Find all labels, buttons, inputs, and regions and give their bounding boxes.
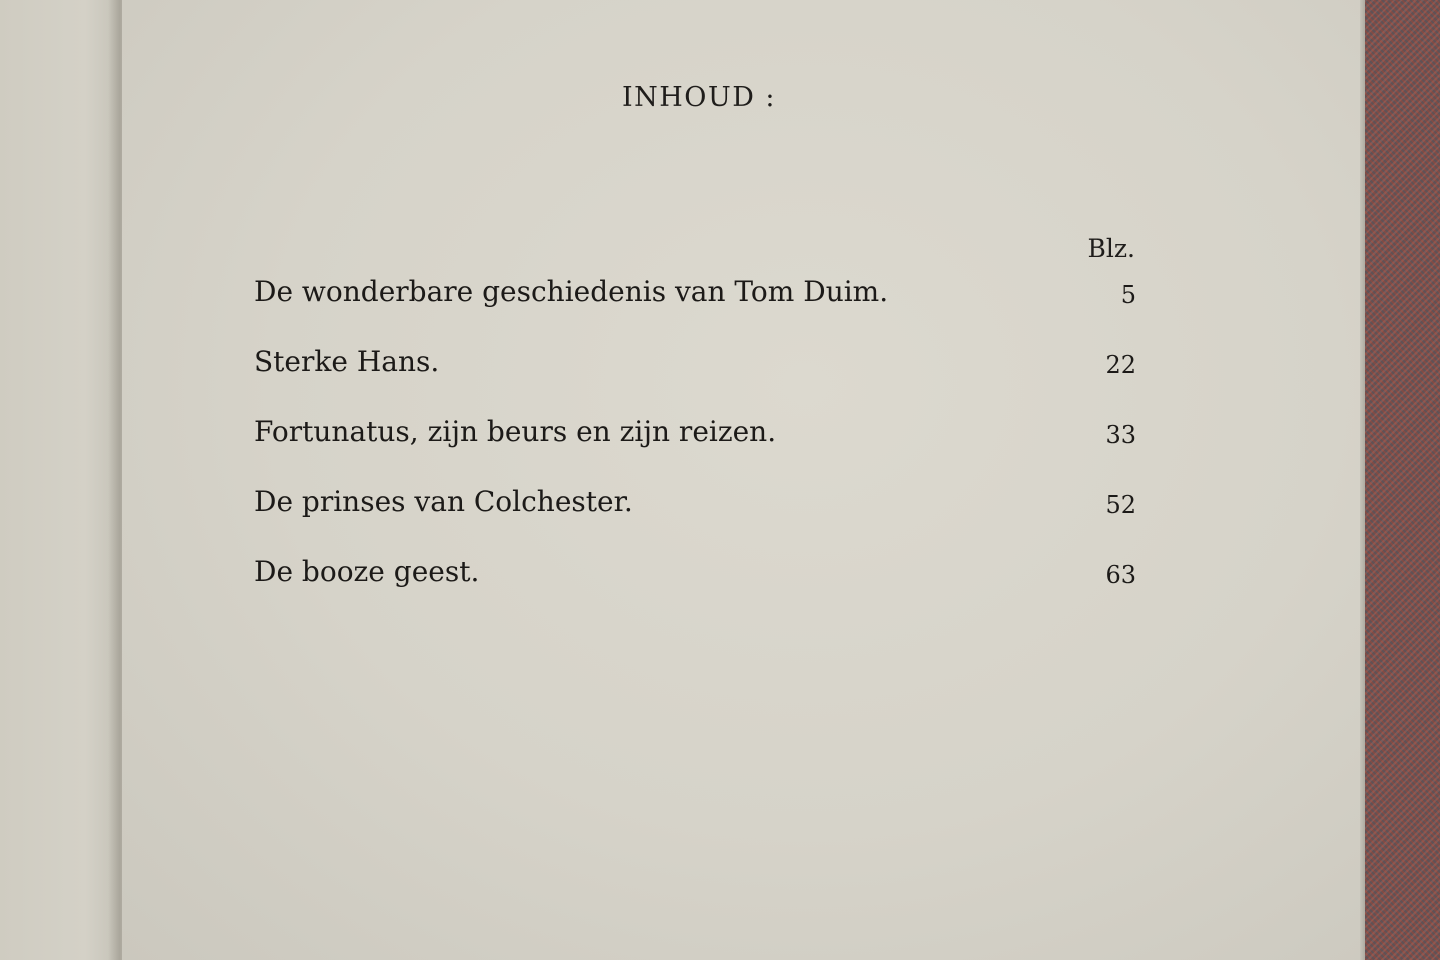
fabric-background (1365, 0, 1440, 960)
toc-entry-page: 63 (1105, 561, 1136, 589)
toc-entry-page: 52 (1105, 491, 1136, 519)
table-of-contents (254, 275, 1136, 625)
toc-entry (254, 555, 1136, 625)
toc-entry-title: De prinses van Colchester. (254, 485, 633, 518)
toc-entry-page: 5 (1120, 281, 1136, 309)
page-column-header: Blz. (1087, 234, 1135, 263)
toc-entry (254, 275, 1136, 345)
page-title: INHOUD : (621, 82, 777, 113)
toc-entry-title: Sterke Hans. (254, 345, 440, 378)
toc-entry (254, 345, 1136, 415)
toc-entry-title: De wonderbare geschiedenis van Tom Duim. (254, 275, 889, 308)
toc-entry-page: 22 (1105, 351, 1136, 379)
toc-entry (254, 415, 1136, 485)
toc-entry-title: De booze geest. (254, 555, 480, 588)
left-page (0, 0, 122, 960)
toc-entry (254, 485, 1136, 555)
toc-entry-page: 33 (1105, 421, 1136, 449)
toc-entry-title: Fortunatus, zijn beurs en zijn reizen. (254, 415, 777, 448)
